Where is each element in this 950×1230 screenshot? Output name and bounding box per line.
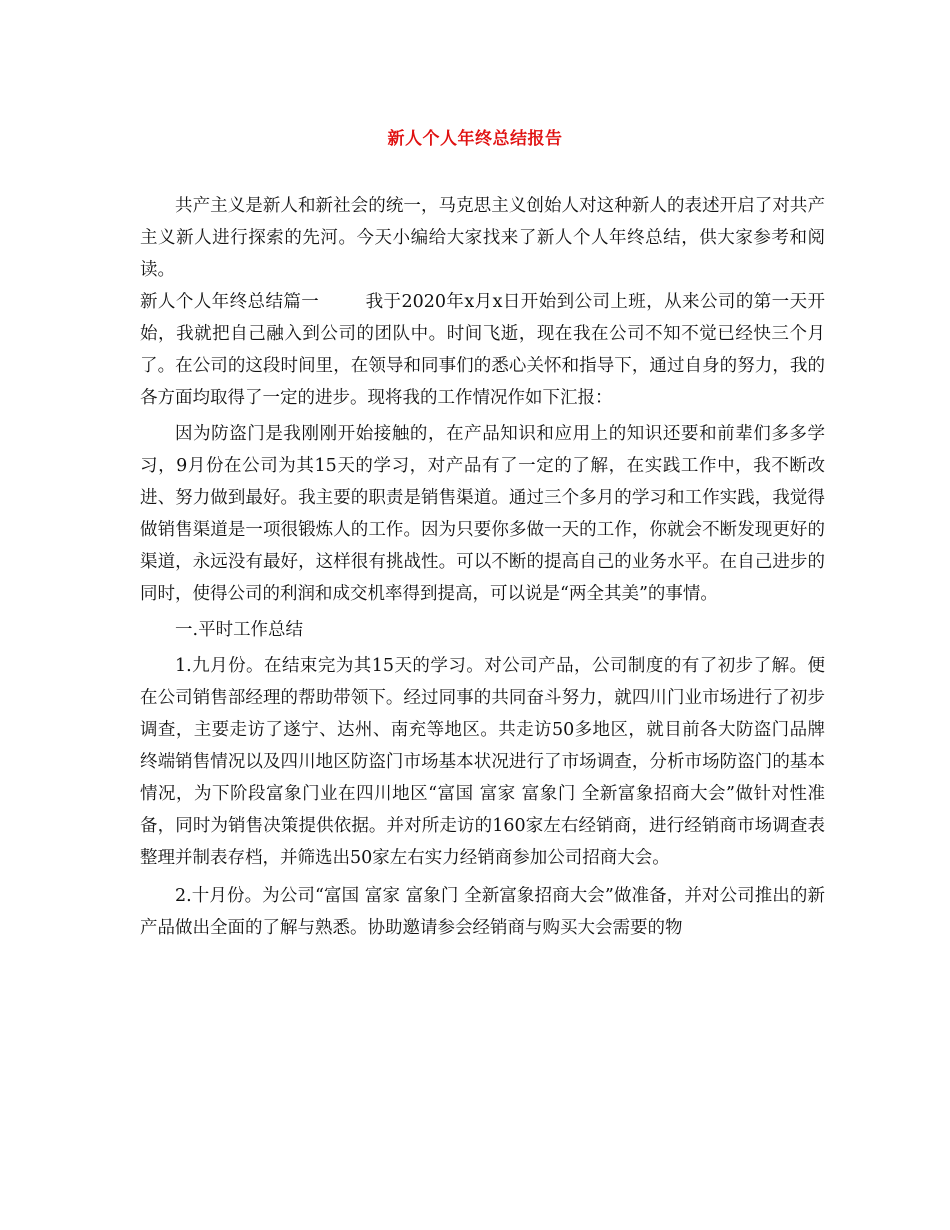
section-one-paragraph xyxy=(140,286,825,414)
paragraph-two: 因为防盗门是我刚刚开始接触的，在产品知识和应用上的知识还要和前辈们多多学习，9月份在公司为其15天的学习，对产品有了一定的了解，在实践工作中，我不断改进、努力做到最好。我主要的职责是销售渠道。通过三个多月的学习和工作实践，我觉得做销售渠道是一项很锻炼人的工作。因为只要你多做一天的工作，你就会不断发现更好的渠道，永远没有最好，这样很有挑战性。可以不断的提高自己的业务水平。在自己进步的同时，使得公司的利润和成交机率得到提高，可以说是“两全其美”的事情。 xyxy=(140,424,825,604)
section-heading-one: 一.平时工作总结 xyxy=(175,620,304,640)
document-title: 新人个人年终总结报告 xyxy=(387,129,563,149)
intro-paragraph: 共产主义是新人和新社会的统一，马克思主义创始人对这种新人的表述开启了对共产主义新人进行探索的先河。今天小编给大家找来了新人个人年终总结，供大家参考和阅读。 xyxy=(140,196,825,280)
list-item-two: 2.十月份。为公司“富国 富家 富象门 全新富象招商大会”做准备，并对公司推出的新产品做出全面的了解与熟悉。协助邀请参会经销商与购买大会需要的物 xyxy=(140,886,825,938)
document-body xyxy=(140,190,825,944)
section-one-heading: 新人个人年终总结篇一 xyxy=(140,292,320,312)
section-one-text: 我于2020年x月x日开始到公司上班，从来公司的第一天开始，我就把自己融入到公司的团队中。时间飞逝，现在我在公司不知不觉已经快三个月了。在公司的这段时间里，在领导和同事们的悉心关怀和指导下，通过自身的努力，我的各方面均取得了一定的进步。现将我的工作情况作如下汇报： xyxy=(140,292,826,408)
list-item-one: 1.九月份。在结束完为其15天的学习。对公司产品，公司制度的有了初步了解。便在公司销售部经理的帮助带领下。经过同事的共同奋斗努力，就四川门业市场进行了初步调查，主要走访了遂宁、达州、南充等地区。共走访50多地区，就目前各大防盗门品牌终端销售情况以及四川地区防盗门市场基本状况进行了市场调查，分析市场防盗门的基本情况，为下阶段富象门业在四川地区“富国 富家 富象门 全新富象招商大会”做针对性准备，同时为销售决策提供依据。并对所走访的160家左右经销商，进行经销商市场调查表整理并制表存档，并筛选出50家左右实力经销商参加公司招商大会。 xyxy=(140,656,825,868)
